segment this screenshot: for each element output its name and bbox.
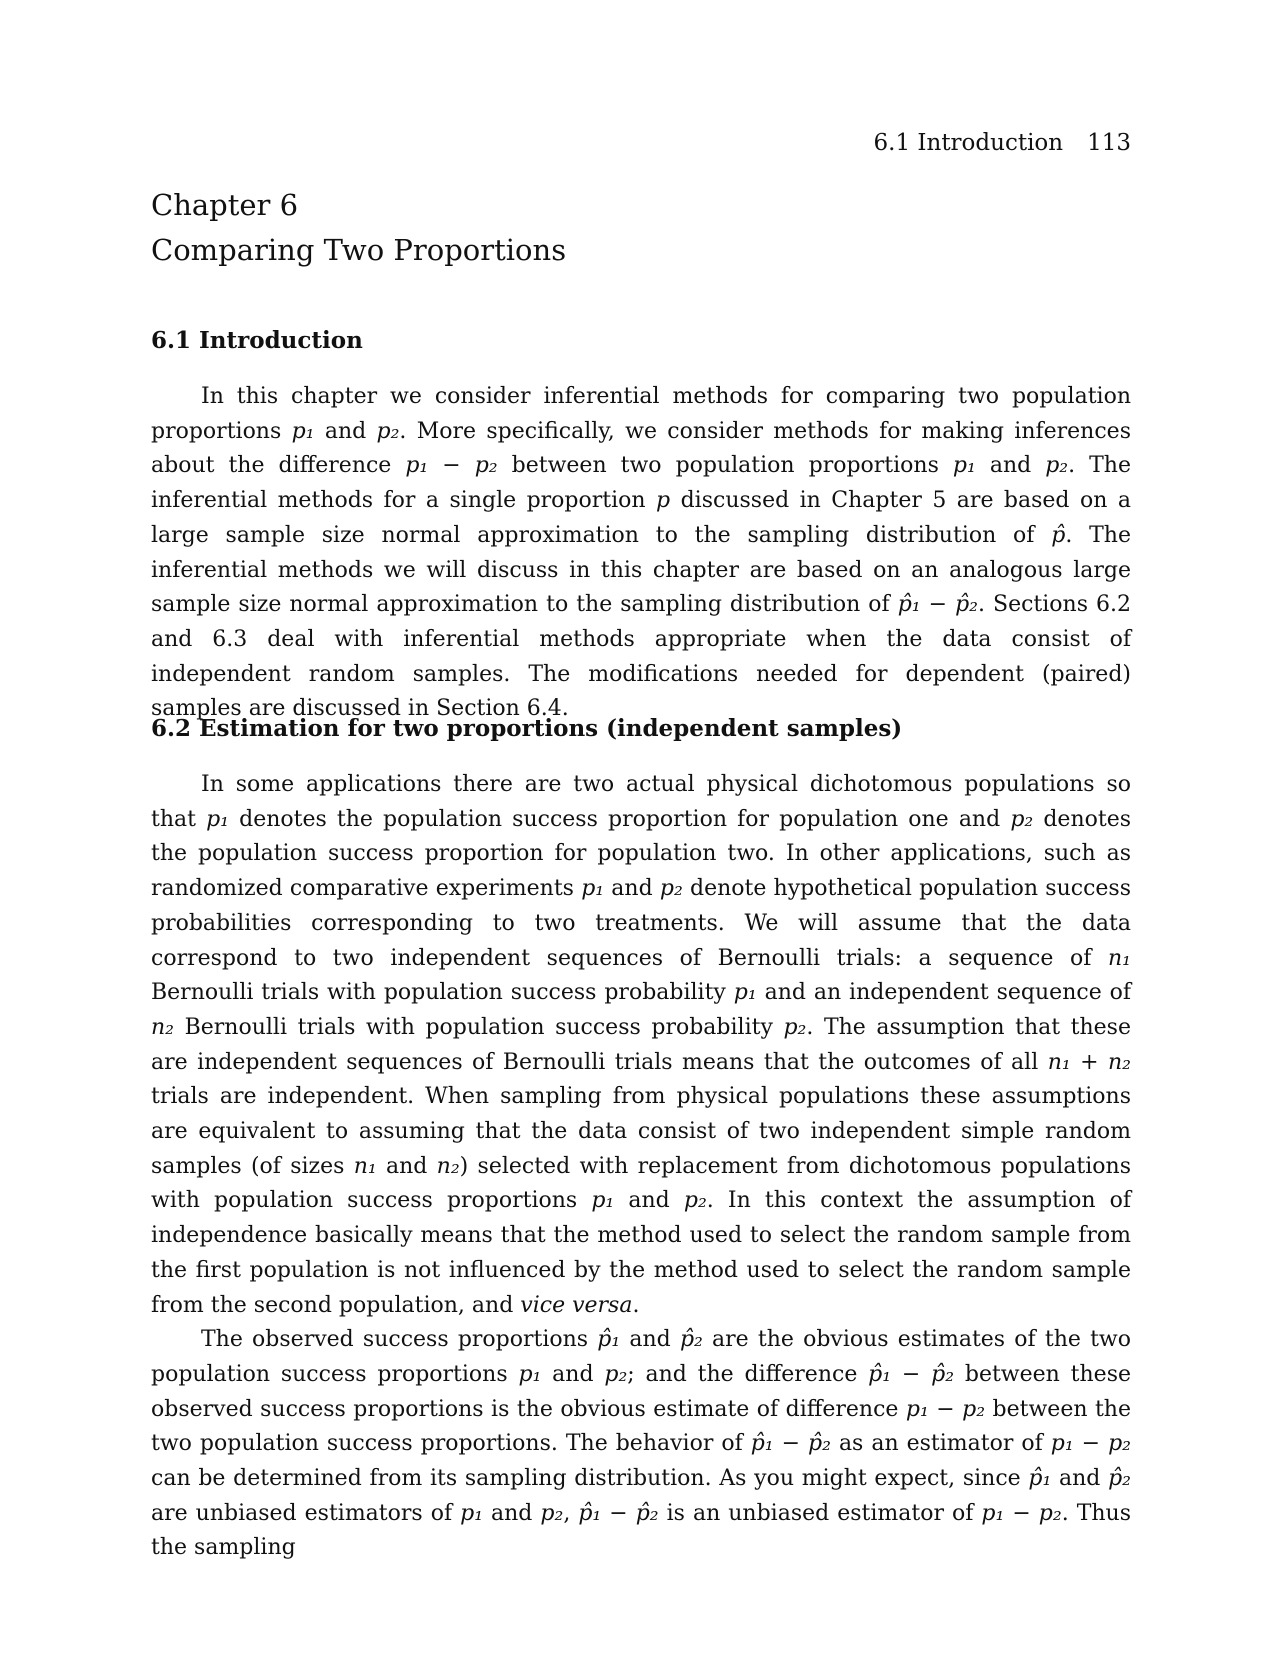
paragraph: The observed success proportions p̂₁ and p̂₂ are the obvious estimates of the two population success proportions p₁ and p₂; and the difference p̂₁ − p̂₂ between these observed success proportions is the obvious estimate of difference p₁ − p₂ between the two population success proportions. The behavior of p̂₁ − p̂₂ as an estimator of p₁ − p₂ can be determined from its sampling distribution. As you might expect, since p̂₁ and p̂₂ are unbiased estimators of p₁ and p₂, p̂₁ − p̂₂ is an unbiased estimator of p₁ − p₂. Thus the sampling [151,1327,1131,1561]
section-heading-6-2: 6.2 Estimation for two proportions (independent samples) [151,715,903,742]
running-header [874,128,1131,158]
chapter-heading [151,183,566,273]
chapter-title: Comparing Two Proportions [151,233,567,267]
book-page [151,0,1131,1656]
paragraph: In some applications there are two actual physical dichotomous populations so that p₁ denotes the population success proportion for population one and p₂ denotes the population success proportion for population two. In other applications, such as randomized comparative experiments p₁ and p₂ denote hypothetical population success probabilities corresponding to two treatments. We will assume that the data correspond to two independent sequences of Bernoulli trials: a sequence of n₁ Bernoulli trials with population success probability p₁ and an independent sequence of n₂ Bernoulli trials with population success probability p₂. The assumption that these are independent sequences of Bernoulli trials means that the outcomes of all n₁ + n₂ trials are independent. When sampling from physical populations these assumptions are equivalent to assuming that the data consist of two independent simple random samples (of sizes n₁ and n₂) selected with replacement from dichotomous populations with population success proportions p₁ and p₂. In this context the assumption of independence basically means that the method used to select the random sample from the first population is not influenced by the method used to select the random sample from the second population, and vice versa. [151,772,1132,1318]
section-body-6-2 [151,768,1131,1566]
page-number: 113 [1087,130,1131,156]
paragraph: In this chapter we consider inferential methods for comparing two population proportions p₁ and p₂. More specifically, we consider methods for making inferences about the difference p₁ − p₂ between two population proportions p₁ and p₂. The inferential methods for a single proportion p discussed in Chapter 5 are based on a large sample size normal approximation to the sampling distribution of p̂. The inferential methods we will discuss in this chapter are based on an analogous large sample size normal approximation to the sampling distribution of p̂₁ − p̂₂. Sections 6.2 and 6.3 deal with inferential methods appropriate when the data consist of independent random samples. The modifications needed for dependent (paired) samples are discussed in Section 6.4. [151,384,1131,722]
chapter-number: Chapter 6 [151,188,299,222]
section-body-6-1 [151,380,1131,727]
section-heading-6-1: 6.1 Introduction [151,327,363,354]
running-title: 6.1 Introduction [873,130,1064,156]
